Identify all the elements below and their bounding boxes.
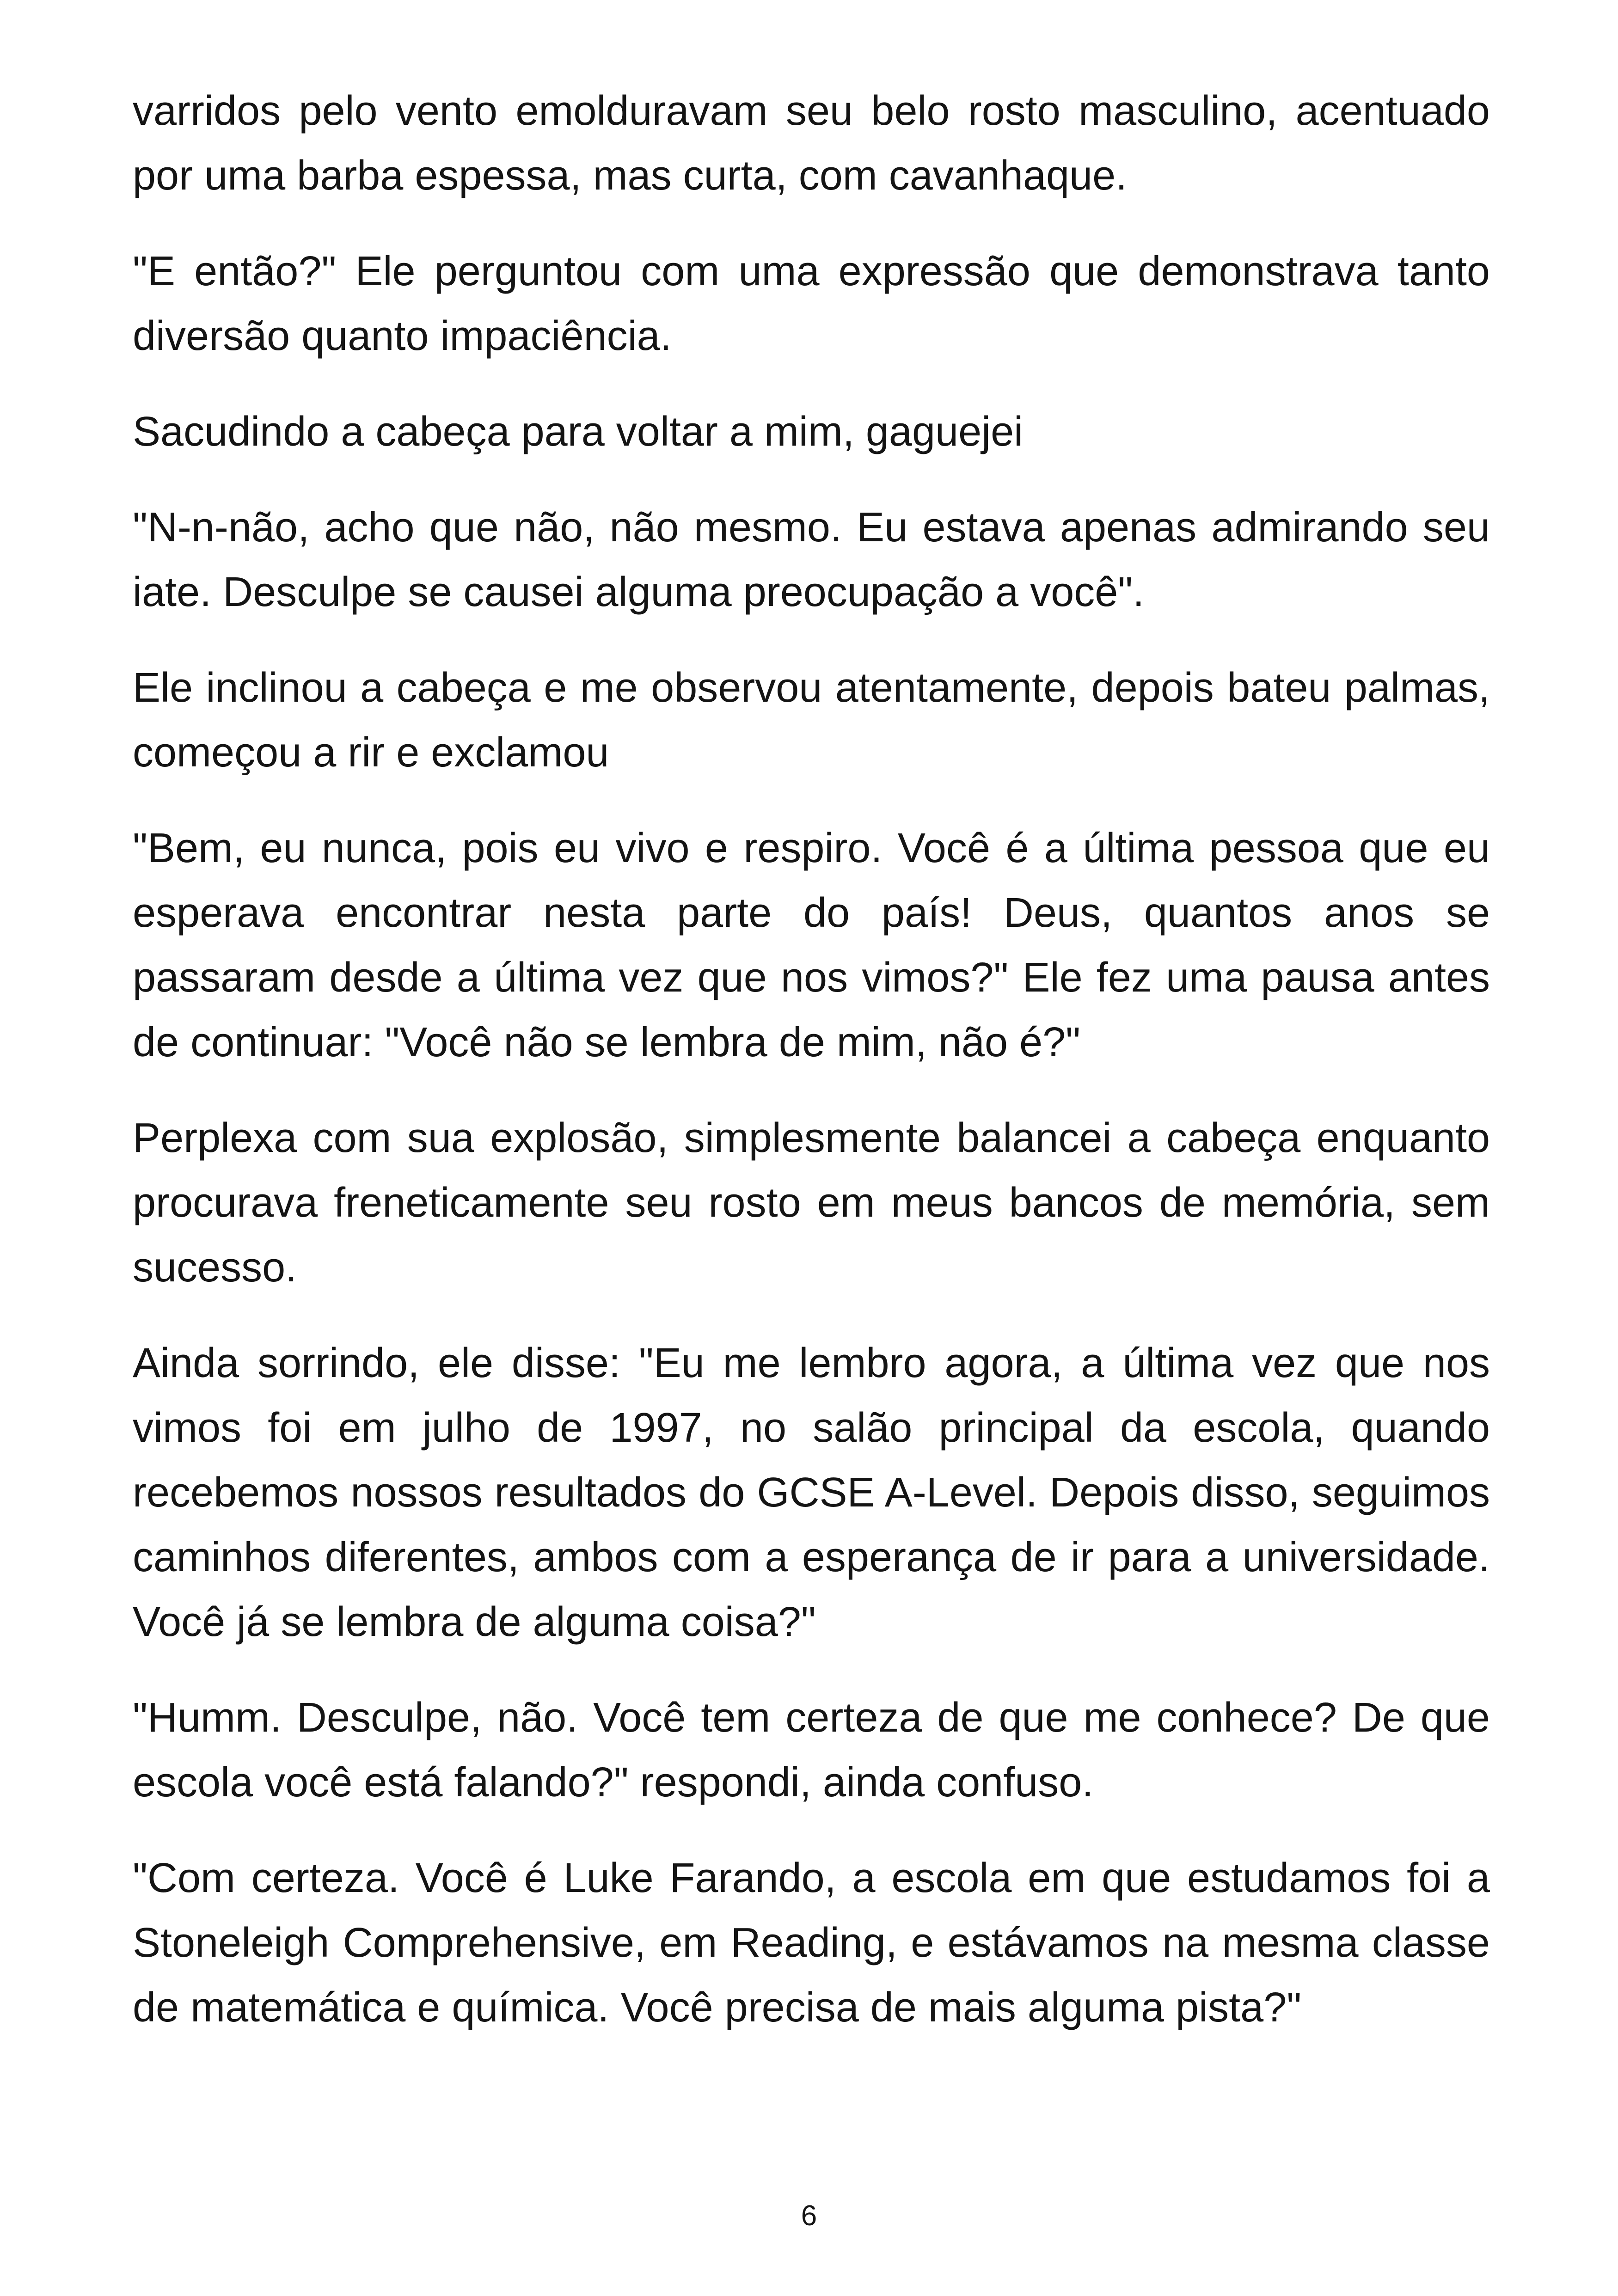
page-number: 6 xyxy=(801,2200,817,2232)
paragraph: varridos pelo vento emolduravam seu belo rosto masculino, acentuado por uma barba espessa, mas curta, com cavanhaque. xyxy=(133,88,1490,199)
paragraph: "Bem, eu nunca, pois eu vivo e respiro. Você é a última pessoa que eu esperava encontrar nesta parte do país! Deus, quantos anos se passaram desde a última vez que nos vimos?" Ele fez uma pausa antes de continuar: "Você não se lembra de mim, não é?" xyxy=(133,825,1490,1065)
paragraph: "N-n-não, acho que não, não mesmo. Eu estava apenas admirando seu iate. Desculpe se causei alguma preocupação a você". xyxy=(133,504,1490,615)
paragraph: Ainda sorrindo, ele disse: "Eu me lembro agora, a última vez que nos vimos foi em julho de 1997, no salão principal da escola, quando recebemos nossos resultados do GCSE A-Level. Depois disso, seguimos caminhos diferentes, ambos com a esperança de ir para a universidade. Você já se lembra de alguma coisa?" xyxy=(133,1340,1490,1645)
paragraph: Ele inclinou a cabeça e me observou atentamente, depois bateu palmas, começou a rir e exclamou xyxy=(133,665,1490,776)
paragraph: "E então?" Ele perguntou com uma expressão que demonstrava tanto diversão quanto impaciência. xyxy=(133,248,1490,359)
paragraph: "Com certeza. Você é Luke Farando, a escola em que estudamos foi a Stoneleigh Comprehensive, em Reading, e estávamos na mesma classe de matemática e química. Você precisa de mais alguma pista?" xyxy=(133,1855,1490,2031)
paragraph: Sacudindo a cabeça para voltar a mim, gaguejei xyxy=(133,409,1024,455)
body-text xyxy=(133,79,1490,2071)
paragraph: Perplexa com sua explosão, simplesmente balancei a cabeça enquanto procurava freneticamente seu rosto em meus bancos de memória, sem sucesso. xyxy=(133,1115,1490,1291)
paragraph: "Humm. Desculpe, não. Você tem certeza de que me conhece? De que escola você está falando?" respondi, ainda confuso. xyxy=(133,1695,1490,1806)
